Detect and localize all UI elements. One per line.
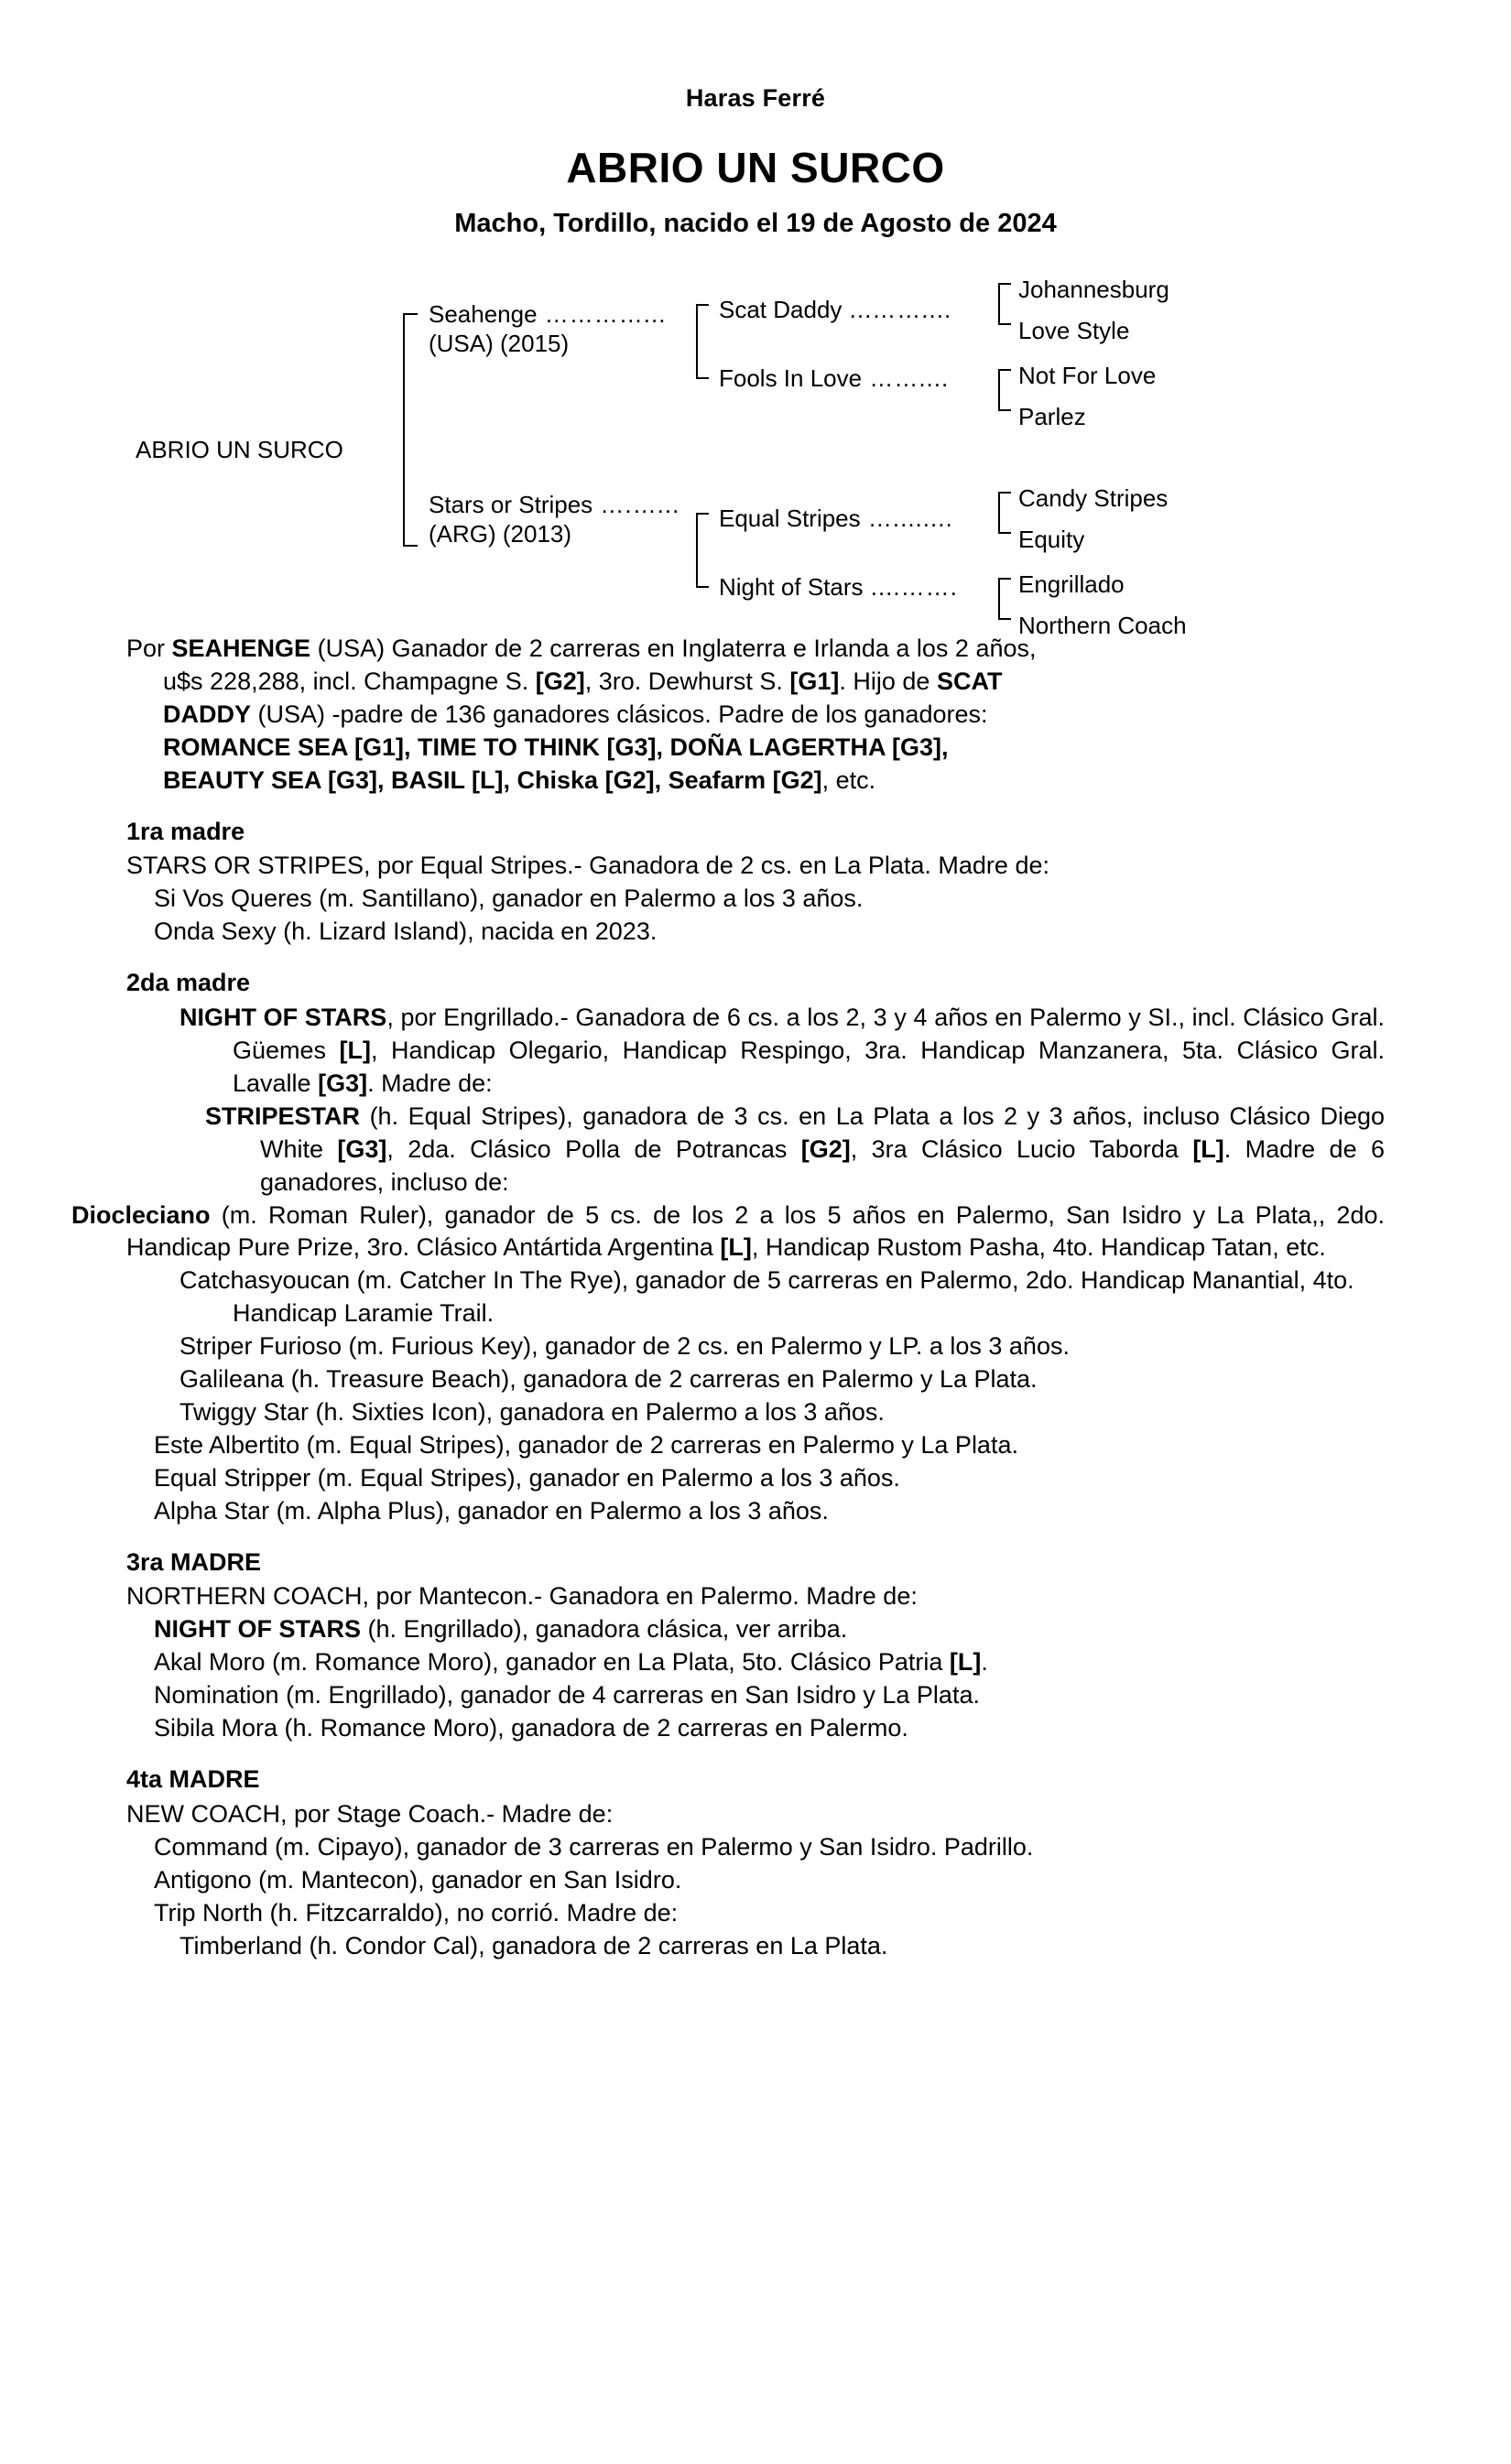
horse-subtitle: Macho, Tordillo, nacido el 19 de Agosto de 2024: [454, 209, 1057, 238]
grade-badge-g1: [G1]: [789, 667, 840, 695]
pedigree-entry: [126, 1429, 1385, 1462]
pedigree-tree: [0, 276, 1511, 639]
pedigree-sire-dam: [719, 364, 949, 394]
pedigree-sire-sire: [719, 296, 951, 325]
sire-para-line-3: [126, 699, 1385, 732]
section-heading: 3ra MADRE: [126, 1547, 262, 1576]
pedigree-entry: [126, 1712, 1385, 1745]
entry-text: Akal Moro (m. Romance Moro), ganador en La Plata, 5to. Clásico Patria: [154, 1648, 950, 1677]
entry-text: Catchasyoucan (m. Catcher In The Rye), ganador de 5 carreras en Palermo, 2do. Handicap Manantial, 4to. Handicap Laramie Trail.: [179, 1266, 1354, 1328]
emphasis-text: STRIPESTAR: [205, 1102, 361, 1130]
pedigree-g3-4: Candy Stripes: [1018, 484, 1169, 512]
pedigree-entry: [126, 1265, 1385, 1330]
emphasis-text: [L]: [720, 1233, 752, 1262]
bracket-dam-dam: [998, 578, 1011, 620]
farm-name: Haras Ferré: [685, 84, 826, 112]
sire-para-text-4: . Hijo de: [839, 667, 937, 695]
pedigree-entry: [126, 1462, 1385, 1495]
bracket-main: [403, 313, 418, 547]
entry-text: STARS OR STRIPES, por Equal Stripes.- Ganadora de 2 cs. en La Plata. Madre de:: [126, 852, 1049, 880]
bracket-sire-dam: [998, 369, 1011, 411]
pedigree-sire-dots: …………...: [537, 300, 667, 328]
entry-text: Equal Stripper (m. Equal Stripes), ganador en Palermo a los 3 años.: [154, 1463, 900, 1492]
entry-text: Galileana (h. Treasure Beach), ganadora de 2 carreras en Palermo y La Plata.: [179, 1365, 1038, 1394]
pedigree-dam-sire-dots: …........: [860, 505, 953, 532]
sire-para-line-5: [126, 765, 1385, 798]
entry-text: Antigono (m. Mantecon), ganador en San Isidro.: [154, 1865, 682, 1894]
bracket-dam: [696, 513, 709, 588]
emphasis-text: [G2]: [800, 1134, 851, 1163]
pedigree-entry: [126, 1580, 1385, 1613]
pedigree-sire-sire-name: Scat Daddy: [719, 296, 842, 323]
entry-text: Nomination (m. Engrillado), ganador de 4 carreras en San Isidro y La Plata.: [154, 1681, 980, 1710]
entry-text: Trip North (h. Fitzcarraldo), no corrió. Madre de:: [154, 1898, 679, 1927]
page-title: ABRIO UN SURCO: [566, 144, 945, 191]
sire-para-prefix: Por: [126, 635, 172, 662]
pedigree-entry: [126, 1363, 1385, 1396]
entry-text: , 3ra Clásico Lucio Taborda: [850, 1134, 1193, 1163]
pedigree-document-page: [0, 84, 1511, 2464]
pedigree-entry: [126, 1798, 1385, 1831]
pedigree-entry: [126, 1101, 1385, 1199]
pedigree-sire: [429, 300, 666, 358]
emphasis-text: NIGHT OF STARS: [179, 1004, 387, 1032]
section-heading: 1ra madre: [126, 817, 245, 845]
pedigree-subject: ABRIO UN SURCO: [136, 436, 343, 463]
pedigree-dam-sire-name: Equal Stripes: [719, 505, 861, 532]
pedigree-dam-dam: [719, 573, 958, 602]
pedigree-entry: [126, 1613, 1385, 1646]
bracket-sire-sire: [998, 283, 1011, 325]
pedigree-g3-6: Engrillado: [1018, 570, 1125, 598]
entry-text: (h. Equal Stripes), ganadora de 3 cs. en La Plata a los 2 y 3 años, incluso Clásico Diego White: [260, 1102, 1385, 1163]
pedigree-entry: [126, 883, 1385, 916]
emphasis-text: [G3]: [318, 1069, 368, 1097]
sire-para-line-1: [126, 633, 1385, 666]
pedigree-entry: [71, 1199, 1385, 1265]
pedigree-dam: [429, 491, 679, 548]
pedigree-sire-dam-name: Fools In Love: [719, 364, 863, 392]
sire-para-text-5: (USA) -padre de 136 ganadores clásicos. Padre de los ganadores:: [251, 700, 988, 728]
entry-text: . Madre de 6 ganadores, incluso de:: [260, 1134, 1385, 1196]
grandsire-name-bold-a: SCAT: [936, 667, 1003, 695]
pedigree-dam-sire: [719, 505, 953, 534]
pedigree-sire-dam-dots: ……....: [862, 364, 950, 392]
entry-text: Command (m. Cipayo), ganador de 3 carreras en Palermo y San Isidro. Padrillo.: [154, 1832, 1034, 1861]
pedigree-g3-7: Northern Coach: [1018, 612, 1187, 639]
pedigree-entry: [126, 1831, 1385, 1864]
entry-text: . Madre de:: [367, 1069, 493, 1097]
sire-para-text-1: (USA) Ganador de 2 carreras en Inglaterra e Irlanda a los 2 años,: [310, 635, 1037, 662]
emphasis-text: Diocleciano: [71, 1200, 211, 1229]
entry-text: (m. Roman Ruler), ganador de 5 cs. de los 2 a los 5 años en Palermo, San Isidro y La Plata,, 2do. Handicap Pure Prize, 3ro. Clásico Antártida Argentina: [126, 1200, 1385, 1262]
entry-text: Alpha Star (m. Alpha Plus), ganador en Palermo a los 3 años.: [154, 1496, 829, 1525]
emphasis-text: [L]: [339, 1036, 372, 1064]
pedigree-sire-name: Seahenge: [429, 300, 538, 328]
pedigree-entry: [126, 1646, 1385, 1679]
bracket-sire: [696, 304, 709, 379]
section-heading: 4ta MADRE: [126, 1765, 260, 1793]
sire-progeny-etc: , etc.: [821, 765, 876, 794]
dam-sections: [71, 816, 1386, 1963]
pedigree-entry: [126, 1495, 1385, 1528]
sire-para-text-3: , 3ro. Dewhurst S.: [584, 667, 790, 695]
emphasis-text: NIGHT OF STARS: [154, 1615, 361, 1644]
entry-text: Si Vos Queres (m. Santillano), ganador en Palermo a los 3 años.: [154, 885, 864, 913]
pedigree-body: [0, 633, 1511, 1962]
pedigree-dam-name: Stars or Stripes: [429, 491, 593, 518]
entry-text: , Handicap Olegario, Handicap Respingo, 3ra. Handicap Manzanera, 5ta. Clásico Gral. Lavalle: [233, 1036, 1386, 1097]
sire-progeny-line-2: BEAUTY SEA [G3], BASIL [L], Chiska [G2], Seafarm [G2]: [163, 765, 822, 794]
pedigree-dam-origin: (ARG) (2013): [429, 519, 572, 548]
pedigree-entry: [126, 1864, 1385, 1897]
pedigree-entry: [126, 1930, 1385, 1963]
section-heading: 2da madre: [126, 969, 251, 997]
sire-name-bold: SEAHENGE: [171, 635, 311, 662]
entry-text: , Handicap Rustom Pasha, 4to. Handicap Tatan, etc.: [751, 1233, 1326, 1262]
pedigree-g3-1: Love Style: [1018, 317, 1130, 344]
entry-text: , por Engrillado.- Ganadora de 6 cs. a los 2, 3 y 4 años en Palermo y SI., incl. Clásico Gral. Güemes: [233, 1004, 1385, 1064]
entry-text: Sibila Mora (h. Romance Moro), ganadora de 2 carreras en Palermo.: [154, 1714, 908, 1742]
pedigree-g3-2: Not For Love: [1018, 362, 1157, 389]
sire-para-text-2: u$s 228,288, incl. Champagne S.: [163, 667, 536, 695]
entry-text: NEW COACH, por Stage Coach.- Madre de:: [126, 1799, 614, 1828]
bracket-dam-sire: [998, 492, 1011, 534]
emphasis-text: [L]: [949, 1648, 982, 1677]
entry-text: (h. Engrillado), ganadora clásica, ver arriba.: [361, 1615, 848, 1644]
entry-text: Este Albertito (m. Equal Stripes), ganador de 2 carreras en Palermo y La Plata.: [154, 1430, 1018, 1459]
pedigree-entry: [126, 1679, 1385, 1712]
grandsire-name-bold-b: DADDY: [163, 700, 252, 728]
sire-para-line-4: [126, 732, 1385, 765]
sire-progeny-line-1: ROMANCE SEA [G1], TIME TO THINK [G3], DOÑA LAGERTHA [G3],: [163, 733, 949, 761]
entry-text: Striper Furioso (m. Furious Key), ganador de 2 cs. en Palermo y LP. a los 3 años.: [179, 1332, 1070, 1361]
pedigree-dam-dots: ….…...: [592, 491, 680, 518]
entry-text: Onda Sexy (h. Lizard Island), nacida en 2023.: [154, 917, 658, 946]
sire-paragraph: [126, 633, 1385, 798]
pedigree-entry: [126, 1330, 1385, 1363]
entry-text: .: [981, 1648, 988, 1677]
pedigree-sire-sire-dots: ...……....: [842, 296, 952, 323]
pedigree-entry: [126, 1396, 1385, 1429]
sire-para-line-2: [126, 666, 1385, 699]
pedigree-g3-5: Equity: [1018, 526, 1085, 553]
pedigree-entry: [126, 1002, 1385, 1101]
pedigree-entry: [126, 1897, 1385, 1930]
entry-text: , 2da. Clásico Polla de Potrancas: [386, 1134, 801, 1163]
pedigree-entry: [126, 916, 1385, 949]
pedigree-dam-dam-name: Night of Stars: [719, 573, 864, 601]
pedigree-sire-origin: (USA) (2015): [429, 329, 570, 357]
pedigree-g3-0: Johannesburg: [1018, 276, 1169, 303]
pedigree-g3-3: Parlez: [1018, 403, 1086, 430]
grade-badge-g2: [G2]: [535, 667, 585, 695]
entry-text: NORTHERN COACH, por Mantecon.- Ganadora en Palermo. Madre de:: [126, 1582, 918, 1611]
pedigree-entry: [126, 850, 1385, 883]
emphasis-text: [G3]: [337, 1134, 387, 1163]
entry-text: Timberland (h. Condor Cal), ganadora de 2 carreras en La Plata.: [179, 1931, 888, 1959]
emphasis-text: [L]: [1192, 1134, 1224, 1163]
pedigree-dam-dam-dots: ....…….: [863, 573, 958, 601]
entry-text: Twiggy Star (h. Sixties Icon), ganadora en Palermo a los 3 años.: [179, 1397, 885, 1426]
